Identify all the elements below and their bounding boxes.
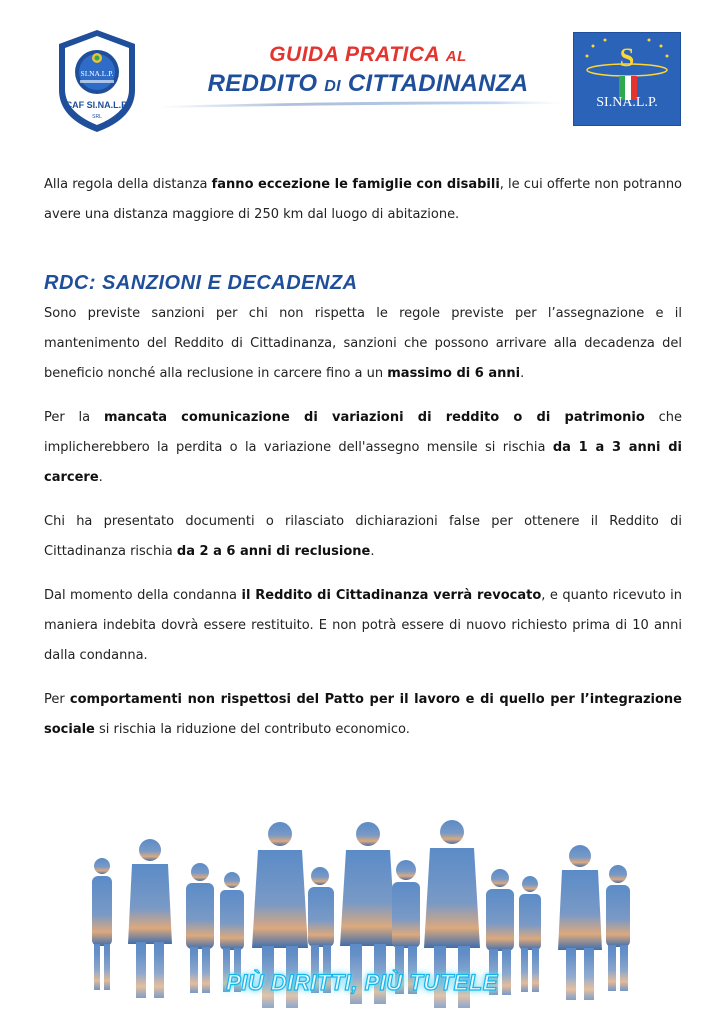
footer-slogan: PIÙ DIRITTI, PIÙ TUTELE <box>226 970 498 995</box>
title-line-1: GUIDA PRATICA AL <box>269 43 467 66</box>
right-logo-letter: S <box>619 43 635 72</box>
left-logo-srl-text: SRL <box>92 114 102 120</box>
intro-paragraph: Alla regola della distanza fanno eccezione le famiglie con disabili, le cui offerte non potranno avere una distanza maggiore di 250 km dal luogo di abitazione. <box>44 177 683 222</box>
false-documents-paragraph: Chi ha presentato documenti o rilasciato dichiarazioni false per ottenere il Reddito di Cittadinanza rischia da 2 a 6 anni di reclusione. <box>44 514 682 559</box>
non-communication-paragraph: Per la mancata comunicazione di variazioni di reddito o di patrimonio che implicherebbero la perdita o la variazione dell'assegno mensile si rischia da 1 a 3 anni di carcere. <box>44 410 682 485</box>
right-logo-text: SI.NA.L.P. <box>596 95 658 110</box>
page-title <box>170 42 566 101</box>
caf-sinalp-logo <box>56 28 138 134</box>
title-underline-decoration <box>160 98 580 108</box>
document-body <box>44 170 682 759</box>
revocation-paragraph: Dal momento della condanna il Reddito di Cittadinanza verrà revocato, e quanto ricevuto in maniera indebita dovrà essere restituito. E non potrà essere di nuovo richiesto prima di 10 anni dalla condanna. <box>44 588 682 663</box>
title-line-2: REDDITO DI CITTADINANZA <box>207 70 529 97</box>
section-heading: RDC: SANZIONI E DECADENZA <box>44 272 358 294</box>
left-logo-text: SI.NA.L.P. <box>80 69 114 78</box>
pact-violation-paragraph: Per comportamenti non rispettosi del Patto per il lavoro e di quello per l’integrazione sociale si rischia la riduzione del contributo economico. <box>44 692 682 737</box>
left-logo-caf-text: CAF SI.NA.L.P. <box>65 100 129 110</box>
sanctions-paragraph: Sono previste sanzioni per chi non rispetta le regole previste per l’assegnazione e il mantenimento del Reddito di Cittadinanza, sanzioni che possono arrivare alla decadenza del beneficio nonché alla reclusione in carcere fino a un massimo di 6 anni. <box>44 306 682 381</box>
sinalp-logo <box>573 32 681 126</box>
